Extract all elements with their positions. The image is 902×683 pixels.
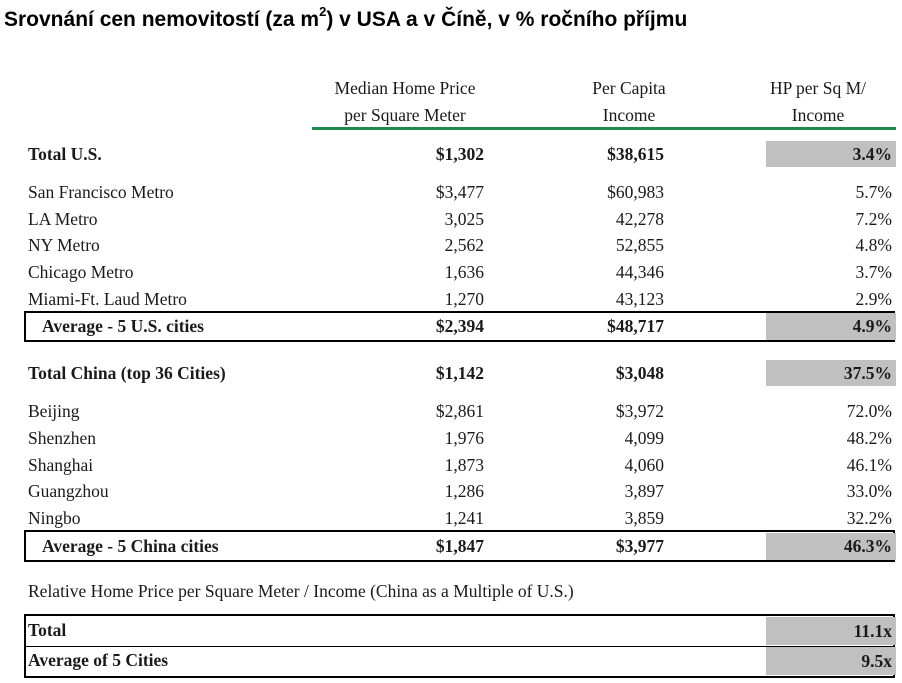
table-row: Chicago Metro 1,636 44,346 3.7% (28, 262, 892, 282)
ratio-highlight: 37.5% (766, 360, 896, 386)
table-row: NY Metro 2,562 52,855 4.8% (28, 235, 892, 255)
table-row-total-china: Total China (top 36 Cities) $1,142 $3,048 37.5% (24, 360, 896, 386)
ratio-highlight: 4.9% (766, 313, 896, 340)
table-row: Ningbo 1,241 3,859 32.2% (28, 508, 892, 528)
table-row-relative-average: Average of 5 Cities 9.5x (24, 647, 896, 675)
relative-section-heading: Relative Home Price per Square Meter / Income (China as a Multiple of U.S.) (28, 581, 574, 601)
table-row-us-average: Average - 5 U.S. cities $2,394 $48,717 4.9% (24, 313, 896, 339)
ratio-highlight: 46.3% (766, 533, 896, 560)
table-row: Miami-Ft. Laud Metro 1,270 43,123 2.9% (28, 289, 892, 309)
table-row: Guangzhou 1,286 3,897 33.0% (28, 481, 892, 501)
table-row-relative-total: Total 11.1x (24, 617, 896, 645)
table-row: San Francisco Metro $3,477 $60,983 5.7% (28, 182, 892, 202)
header-hp-per-income: HP per Sq M/ Income (769, 78, 867, 125)
table-row-total-us: Total U.S. $1,302 $38,615 3.4% (24, 141, 896, 167)
table-row: Beijing $2,861 $3,972 72.0% (28, 401, 892, 421)
table-row: LA Metro 3,025 42,278 7.2% (28, 209, 892, 229)
header-per-capita-income: Per Capita Income (592, 78, 666, 125)
ratio-highlight: 3.4% (766, 141, 896, 167)
table-row: Shenzhen 1,976 4,099 48.2% (28, 428, 892, 448)
header-underline (312, 127, 896, 130)
table-row: Shanghai 1,873 4,060 46.1% (28, 455, 892, 475)
multiple-highlight: 9.5x (766, 647, 896, 675)
header-median-home-price: Median Home Price per Square Meter (334, 78, 476, 125)
multiple-highlight: 11.1x (766, 617, 896, 645)
page-title: Srovnání cen nemovitostí (za $m^2$) v USA a v Číně, v % ročního příjmu (4, 4, 688, 31)
table-row-china-average: Average - 5 China cities $1,847 $3,977 46.3% (24, 533, 896, 559)
